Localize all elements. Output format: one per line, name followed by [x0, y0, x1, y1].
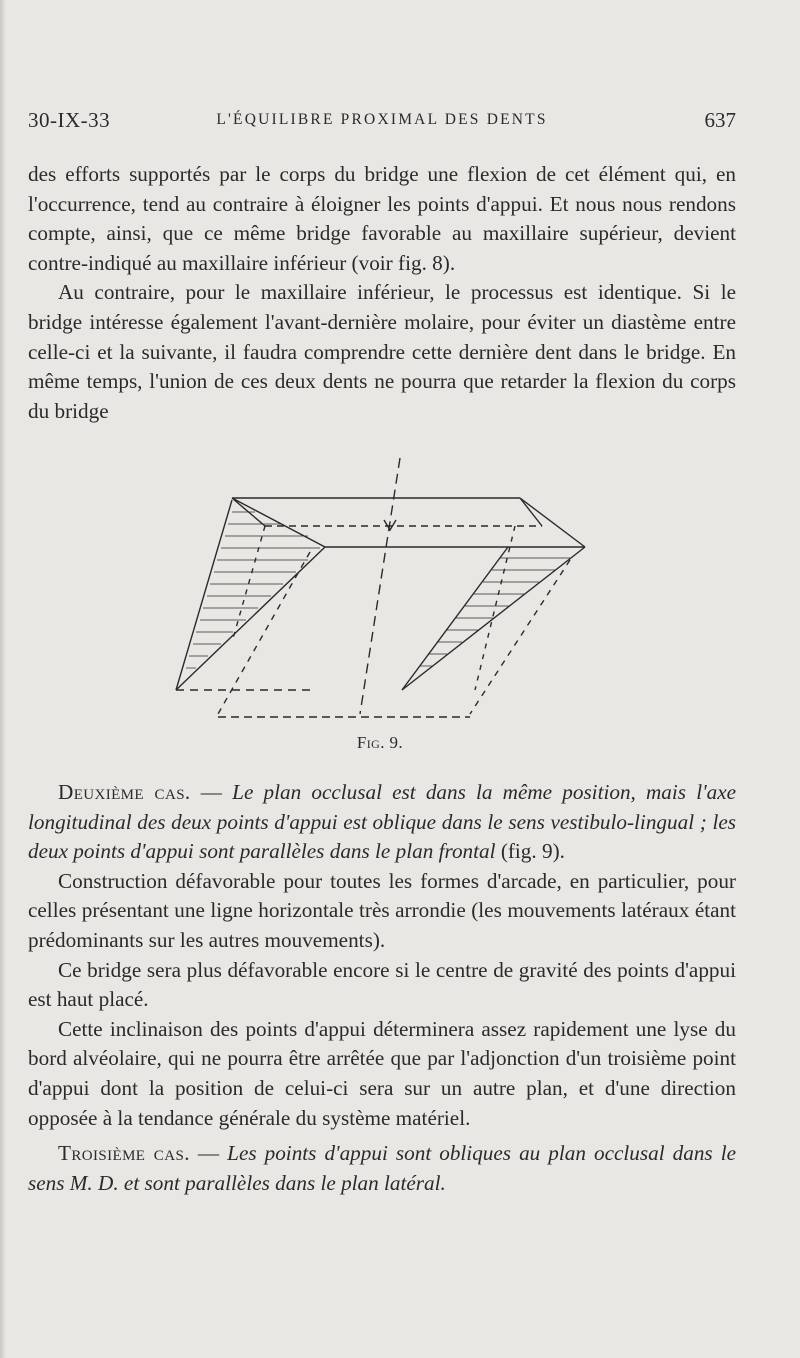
- paragraph-centre-gravite: Ce bridge sera plus défavorable encore si le centre de gravité des points d'appui est haut placé.: [28, 957, 736, 1012]
- troisieme-heading: Troisième cas.: [58, 1141, 190, 1166]
- page-edge-shadow: [0, 0, 6, 1358]
- figure-9-diagram: [170, 452, 600, 732]
- right-tooth-outer-edge: [402, 547, 585, 690]
- right-hidden-edge: [470, 560, 570, 714]
- paragraph-troisieme-cas: Troisième cas. — Les points d'appui sont obliques au plan occlusal dans le sens M. D. et sont parallèles dans le plan latéral.: [28, 1141, 736, 1195]
- left-tooth-inner-edge: [176, 547, 325, 690]
- slab-right-diagonal: [520, 498, 585, 547]
- header-date: 30-IX-33: [28, 108, 111, 132]
- deuxieme-text: Le plan occlusal est dans la même position, mais l'axe longitudinal des deux points d'appui est oblique dans le sens vestibulo-lingual ; les deux points d'appui sont parallèles dans le plan frontal: [28, 780, 737, 864]
- paragraph-maxillaire: Au contraire, pour le maxillaire inférieur, le processus est identique. Si le bridge intéresse également l'avant-dernière molaire, pour éviter un diastème entre celle-ci et la suivante, il faudra comprendre cette dernière dent dans le bridge. En même temps, l'union de ces deux dents ne pourra que retarder la flexion du corps du bridge: [28, 280, 736, 423]
- paragraph-deuxieme-cas: Deuxième cas. — Le plan occlusal est dans la même position, mais l'axe longitudinal des deux points d'appui est oblique dans le sens vestibulo-lingual ; les deux points d'appui sont parallèles dans le plan frontal (fig. 9).: [28, 780, 737, 864]
- slab-left-diagonal: [232, 498, 325, 547]
- paragraph-continuation: des efforts supportés par le corps du bridge une flexion de cet élément qui, en l'occurrence, tend au contraire à éloigner les points d'appui. Et nous nous rendons compte, ainsi, que ce même bridge favorable au maxillaire supérieur, devient contre-indiqué au maxillaire inférieur (voir fig. 8).: [28, 162, 736, 275]
- text-block-bottom: [28, 778, 736, 1198]
- left-tooth-outer-edge: [176, 500, 232, 690]
- right-tooth-inner-edge: [402, 547, 508, 690]
- page-number: 637: [704, 108, 736, 132]
- running-header: [28, 108, 736, 138]
- figure-caption: Fig. 9.: [356, 733, 404, 752]
- deuxieme-heading: Deuxième cas.: [58, 780, 191, 804]
- troisieme-text: Les points d'appui sont obliques au plan occlusal dans le sens M. D. et sont parallèles dans le plan latéral.: [28, 1141, 736, 1195]
- text-block-top: [28, 160, 736, 426]
- right-tooth-hatching: [420, 558, 570, 666]
- force-axis: [360, 458, 400, 714]
- deuxieme-fig-ref: (fig. 9).: [495, 839, 565, 864]
- right-hidden-vertical: [475, 526, 515, 690]
- header-title: L'ÉQUILIBRE PROXIMAL DES DENTS: [216, 111, 548, 128]
- paragraph-construction: Construction défavorable pour toutes les formes d'arcade, en particulier, pour celles présentant une ligne horizontale très arrondie (les mouvements latéraux étant prédominants sur les autres mouvements).: [28, 868, 736, 952]
- paragraph-inclinaison: Cette inclinaison des points d'appui déterminera assez rapidement une lyse du bord alvéolaire, qui ne pourra être arrêtée que par l'adjonction d'un troisième point d'appui dont la position de celui-ci sera sur un autre plan, et d'une direction opposée à la tendance générale du système matériel.: [28, 1016, 736, 1130]
